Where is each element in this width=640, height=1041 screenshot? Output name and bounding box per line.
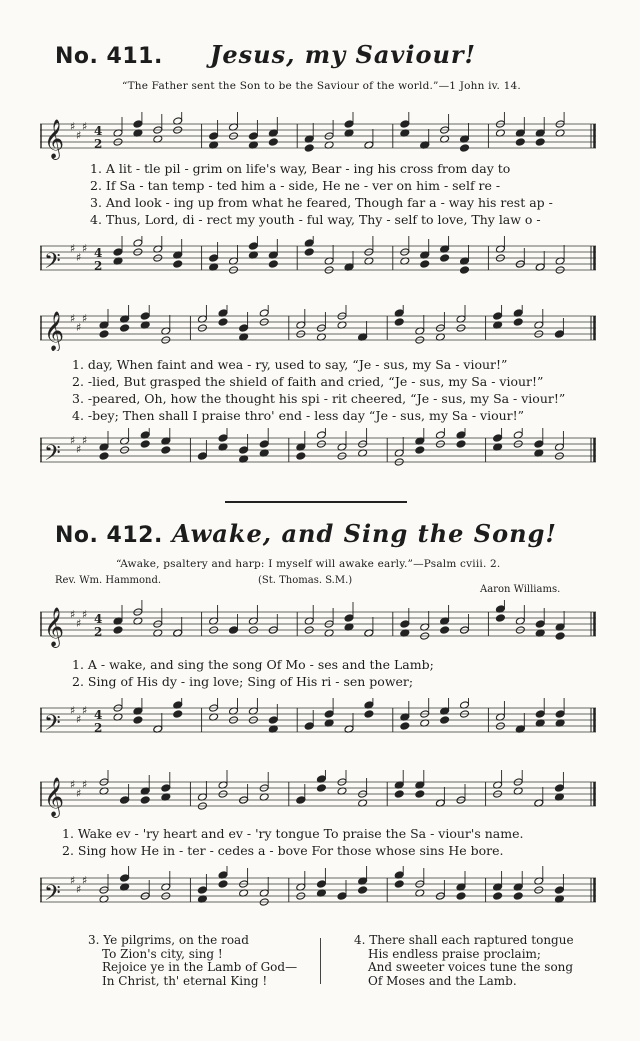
svg-text:♯: ♯ (70, 874, 76, 887)
svg-text:2: 2 (94, 137, 103, 151)
svg-text:4: 4 (94, 246, 103, 260)
svg-text:𝄢: 𝄢 (44, 249, 61, 279)
music-staff (40, 305, 596, 351)
svg-text:𝄢: 𝄢 (44, 881, 61, 911)
svg-text:♯: ♯ (82, 778, 88, 791)
svg-text:𝄢: 𝄢 (44, 441, 61, 471)
scripture-reference: “Awake, psaltery and harp: I myself will awake early.”—Psalm cviii. 2. (116, 558, 501, 570)
svg-text:♯: ♯ (76, 713, 82, 726)
svg-text:♯: ♯ (82, 608, 88, 621)
svg-text:♯: ♯ (76, 443, 82, 456)
hymn-title: Jesus, my Saviour! (210, 40, 477, 69)
lyric-line: 1. Wake ev - 'ry heart and ev - 'ry tongue To praise the Sa - viour's name. (62, 826, 524, 841)
svg-text:𝄞: 𝄞 (44, 311, 65, 351)
hymn-title: Awake, and Sing the Song! (172, 519, 557, 548)
svg-text:𝄞: 𝄞 (44, 777, 65, 817)
lyric-line: 4. Thus, Lord, di - rect my youth - ful way, Thy - self to love, Thy law o - (90, 212, 541, 227)
music-staff (40, 770, 596, 818)
scripture-reference: “The Father sent the Son to be the Saviour of the world.”—1 John iv. 14. (122, 80, 521, 92)
stanza-line: Rejoice ye in the Lamb of God— (102, 960, 298, 974)
stanza-number: 3. (88, 933, 100, 947)
music-staff (40, 698, 596, 742)
tune-name: (St. Thomas. S.M.) (258, 575, 353, 586)
lyric-line: 2. Sing how He in - ter - cedes a - bove For those whose sins He bore. (62, 843, 504, 858)
stanza-line: There shall each raptured tongue (369, 933, 574, 947)
music-staff (40, 428, 596, 472)
svg-text:♯: ♯ (76, 617, 82, 630)
svg-text:♯: ♯ (70, 434, 76, 447)
svg-text:𝄢: 𝄢 (44, 711, 61, 741)
music-staff (40, 866, 596, 914)
svg-text:4: 4 (94, 708, 103, 722)
svg-text:4: 4 (94, 612, 103, 626)
lyric-line: 1. A lit - tle pil - grim on life's way, Bear - ing his cross from day to (90, 161, 511, 176)
music-staff (40, 236, 596, 280)
lyric-line: 2. If Sa - tan temp - ted him a - side, He ne - ver on him - self re - (90, 178, 501, 193)
music-staff (40, 112, 596, 160)
svg-text:♯: ♯ (76, 321, 82, 334)
svg-text:2: 2 (94, 259, 103, 273)
svg-text:♯: ♯ (82, 120, 88, 133)
hymn-number: No. 412. (55, 523, 163, 548)
composer-credit: Aaron Williams. (480, 584, 561, 595)
verse-divider (320, 938, 321, 984)
hymn-number: No. 411. (55, 44, 163, 69)
svg-text:𝄞: 𝄞 (44, 607, 65, 647)
stanza-line: To Zion's city, sing ! (102, 946, 223, 961)
svg-text:♯: ♯ (82, 312, 88, 325)
section-divider (225, 501, 407, 503)
stanza-line: His endless praise proclaim; (368, 946, 541, 961)
svg-text:♯: ♯ (70, 120, 76, 133)
stanza-3 (88, 934, 297, 988)
svg-text:♯: ♯ (82, 434, 88, 447)
svg-text:♯: ♯ (76, 129, 82, 142)
stanza-line: In Christ, th' eternal King ! (102, 973, 268, 988)
lyric-line: 4. -bey; Then shall I praise thro' end - less day “Je - sus, my Sa - viour!” (72, 408, 525, 423)
svg-text:2: 2 (94, 625, 103, 639)
svg-text:♯: ♯ (76, 883, 82, 896)
svg-text:♯: ♯ (70, 242, 76, 255)
lyric-line: 3. And look - ing up from what he feared, Though far a - way his rest ap - (90, 195, 553, 210)
lyric-line: 2. -lied, But grasped the shield of faith and cried, “Je - sus, my Sa - viour!” (72, 374, 544, 389)
svg-text:♯: ♯ (82, 874, 88, 887)
svg-text:♯: ♯ (70, 704, 76, 717)
stanza-number: 4. (354, 933, 366, 947)
stanza-line: And sweeter voices tune the song (368, 960, 574, 974)
svg-text:♯: ♯ (82, 242, 88, 255)
lyric-line: 1. day, When faint and wea - ry, used to say, “Je - sus, my Sa - viour!” (72, 357, 508, 372)
lyric-line: 1. A - wake, and sing the song Of Mo - ses and the Lamb; (72, 657, 434, 672)
lyric-line: 2. Sing of His dy - ing love; Sing of His ri - sen power; (72, 674, 414, 689)
svg-text:𝄞: 𝄞 (44, 119, 65, 159)
svg-text:♯: ♯ (70, 778, 76, 791)
author-credit: Rev. Wm. Hammond. (55, 575, 162, 586)
stanza-line: Of Moses and the Lamb. (368, 973, 517, 988)
svg-text:2: 2 (94, 721, 103, 735)
svg-text:4: 4 (94, 124, 103, 138)
music-staff (40, 600, 596, 648)
svg-text:♯: ♯ (76, 787, 82, 800)
lyric-line: 3. -peared, Oh, how the thought his spi - rit cheered, “Je - sus, my Sa - viour!” (72, 391, 566, 406)
stanza-line: Ye pilgrims, on the road (103, 933, 249, 947)
svg-text:♯: ♯ (70, 608, 76, 621)
stanza-4 (354, 934, 574, 988)
svg-text:♯: ♯ (82, 704, 88, 717)
svg-text:♯: ♯ (70, 312, 76, 325)
svg-text:♯: ♯ (76, 251, 82, 264)
